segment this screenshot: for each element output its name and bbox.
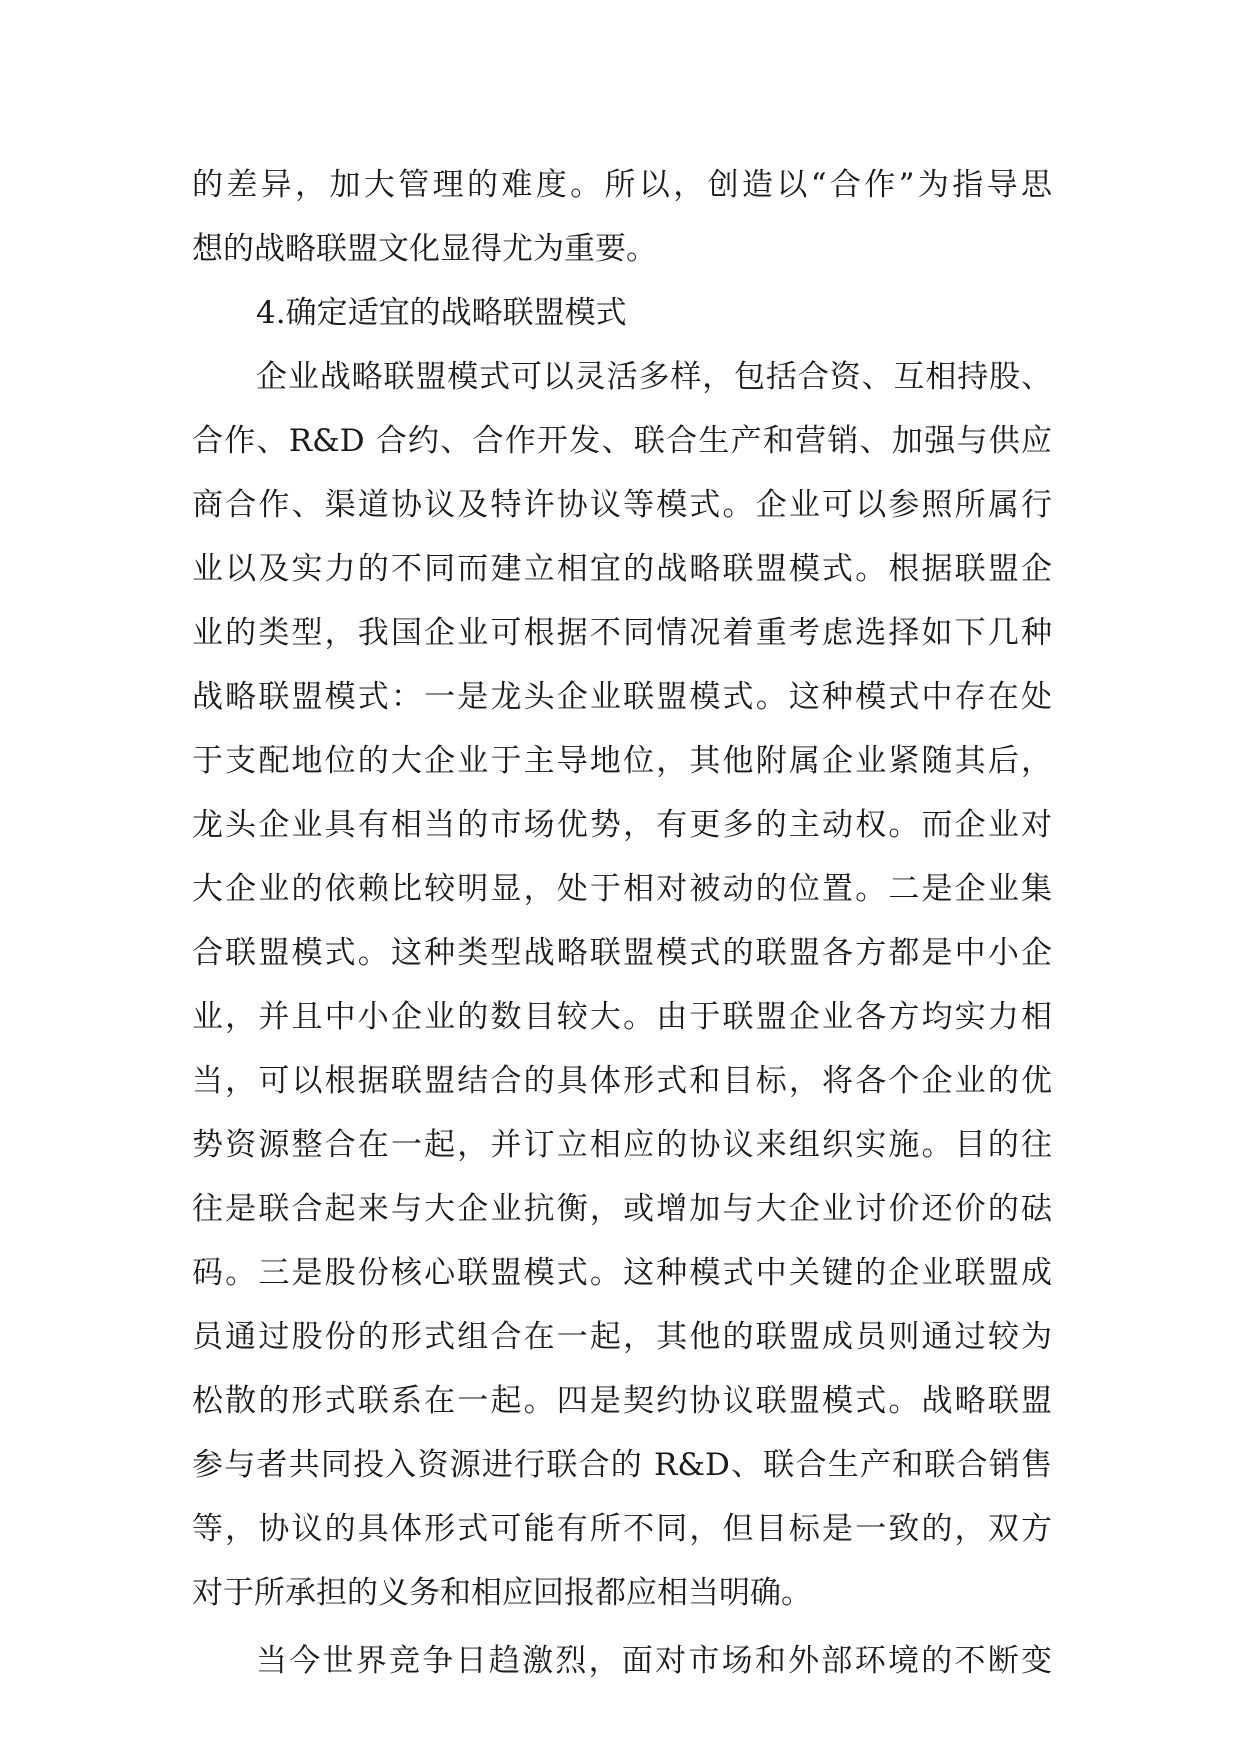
text-line: 业以及实力的不同而建立相宜的战略联盟模式。根据联盟企 <box>192 551 1052 587</box>
text-line: 合联盟模式。这种类型战略联盟模式的联盟各方都是中小企 <box>192 935 1052 971</box>
section-heading: 4.确定适宜的战略联盟模式 <box>256 295 627 331</box>
text-line: 业的类型，我国企业可根据不同情况着重考虑选择如下几种 <box>192 615 1052 651</box>
text-line: 等，协议的具体形式可能有所不同，但目标是一致的，双方 <box>192 1511 1052 1547</box>
text-line: 对于所承担的义务和相应回报都应相当明确。 <box>192 1575 812 1611</box>
text-line: 企业战略联盟模式可以灵活多样，包括合资、互相持股、 <box>256 359 1052 395</box>
text-line: 势资源整合在一起，并订立相应的协议来组织实施。目的往 <box>192 1127 1052 1163</box>
text-line: 往是联合起来与大企业抗衡，或增加与大企业讨价还价的砝 <box>192 1191 1052 1227</box>
text-line: 参与者共同投入资源进行联合的 R&D、联合生产和联合销售 <box>192 1447 1052 1483</box>
text-line: 当，可以根据联盟结合的具体形式和目标，将各个企业的优 <box>192 1063 1052 1099</box>
text-line: 战略联盟模式：一是龙头企业联盟模式。这种模式中存在处 <box>192 679 1052 715</box>
text-line: 松散的形式联系在一起。四是契约协议联盟模式。战略联盟 <box>192 1383 1052 1419</box>
text-line: 想的战略联盟文化显得尤为重要。 <box>192 231 657 267</box>
text-line: 合作、R&D 合约、合作开发、联合生产和营销、加强与供应 <box>192 423 1052 459</box>
text-line: 员通过股份的形式组合在一起，其他的联盟成员则通过较为 <box>192 1319 1052 1355</box>
text-line: 大企业的依赖比较明显，处于相对被动的位置。二是企业集 <box>192 871 1052 907</box>
text-line: 的差异，加大管理的难度。所以，创造以“合作”为指导思 <box>192 167 1052 203</box>
text-line: 龙头企业具有相当的市场优势，有更多的主动权。而企业对 <box>192 807 1052 843</box>
text-line: 于支配地位的大企业于主导地位，其他附属企业紧随其后， <box>192 743 1052 779</box>
text-line: 码。三是股份核心联盟模式。这种模式中关键的企业联盟成 <box>192 1255 1052 1291</box>
text-line: 商合作、渠道协议及特许协议等模式。企业可以参照所属行 <box>192 487 1052 523</box>
text-line: 当今世界竞争日趋激烈，面对市场和外部环境的不断变 <box>256 1643 1052 1679</box>
text-line: 业，并且中小企业的数目较大。由于联盟企业各方均实力相 <box>192 999 1052 1035</box>
